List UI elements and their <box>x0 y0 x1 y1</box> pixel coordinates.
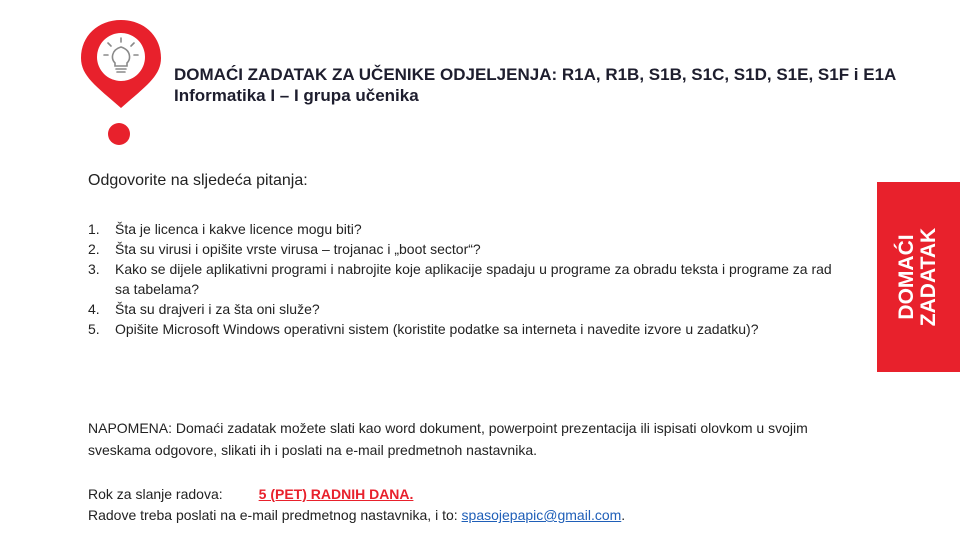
list-item <box>88 259 848 299</box>
deadline-block <box>88 484 868 526</box>
deadline-line <box>88 484 868 505</box>
note-paragraph <box>88 417 828 461</box>
email-link[interactable]: spasojepapic@gmail.com <box>461 507 622 523</box>
page-title <box>174 64 934 106</box>
question-text: Šta su virusi i opišite vrste virusa – trojanac i „boot sector“? <box>115 241 481 257</box>
question-text: Opišite Microsoft Windows operativni sistem (koristite podatke sa interneta i navedite izvore u zadatku)? <box>115 321 759 337</box>
send-end: . <box>621 507 626 523</box>
side-banner-line2: ZADATAK <box>917 227 941 327</box>
list-item <box>88 239 848 259</box>
question-text: Kako se dijele aplikativni programi i nabrojite koje aplikacije spadaju u programe za obradu teksta i programe za rad sa tabelama? <box>115 261 832 297</box>
question-number: 5. <box>88 321 100 337</box>
question-text: Šta je licenca i kakve licence mogu biti? <box>115 221 362 237</box>
title-line-1: DOMAĆI ZADATAK ZA UČENIKE ODJELJENJA: R1A, R1B, S1B, S1C, S1D, S1E, S1F i E1A <box>174 65 897 84</box>
question-number: 2. <box>88 241 100 257</box>
note-text: : Domaći zadatak možete slati kao word dokument, powerpoint prezentacija ili ispisati olovkom u svojim sveskama odgovore, slikati ih i poslati na e-mail predmetnoh nastavnika. <box>88 420 808 458</box>
side-banner-text <box>877 182 960 372</box>
question-list <box>88 219 848 339</box>
title-line-2: Informatika I – I grupa učenika <box>174 86 419 105</box>
send-line <box>88 505 868 526</box>
side-banner-line1: DOMAĆI <box>895 234 919 320</box>
deadline-value: 5 (PET) RADNIH DANA. <box>258 486 414 502</box>
question-text: Šta su drajveri i za šta oni služe? <box>115 301 320 317</box>
list-item <box>88 299 848 319</box>
intro-text: Odgovorite na sljedeća pitanja: <box>88 172 308 189</box>
note-label: NAPOMENA <box>88 420 169 436</box>
question-number: 4. <box>88 301 100 317</box>
lightbulb-pin-icon <box>76 16 166 146</box>
question-number: 1. <box>88 221 100 237</box>
list-item <box>88 319 848 339</box>
list-item <box>88 219 848 239</box>
question-number: 3. <box>88 261 100 277</box>
send-text: Radove treba poslati na e-mail predmetnog nastavnika, i to: <box>88 507 462 523</box>
deadline-label: Rok za slanje radova: <box>88 486 223 502</box>
